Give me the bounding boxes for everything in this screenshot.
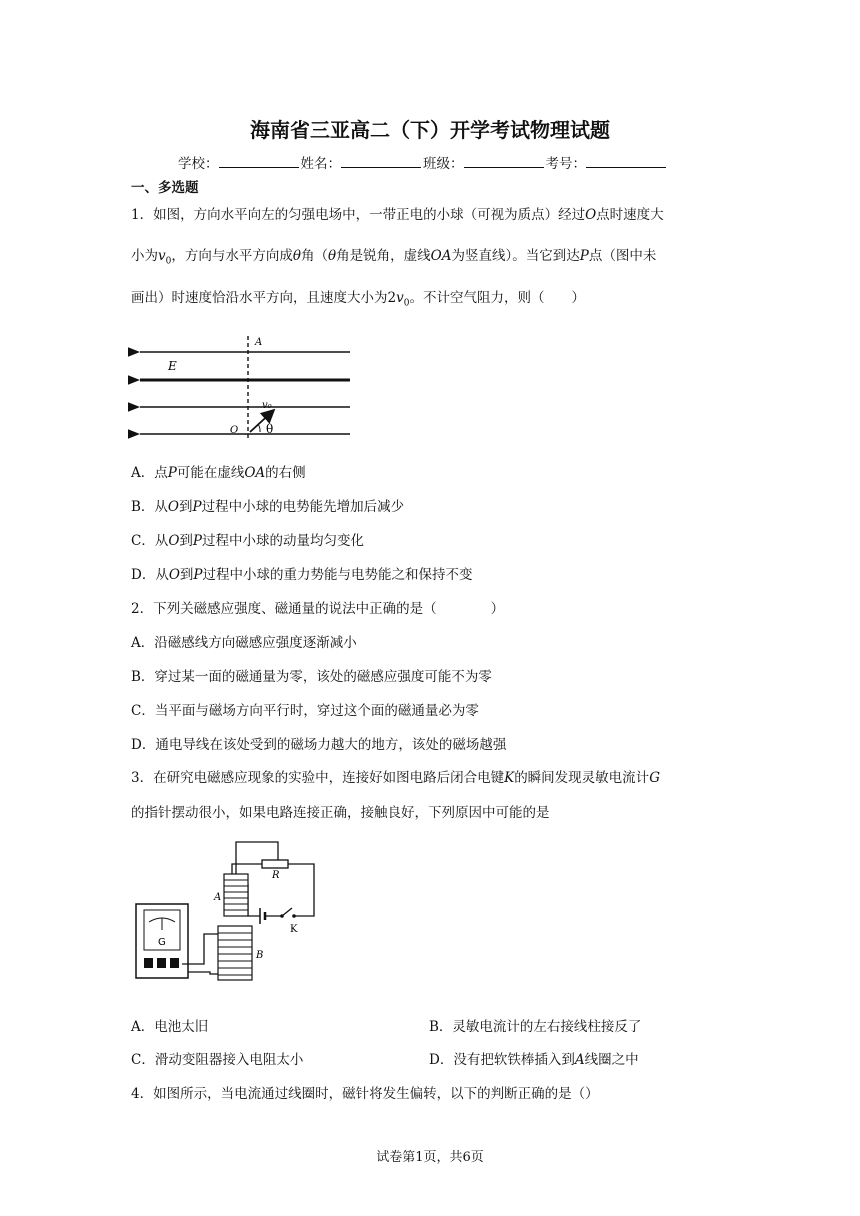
q1-text: 为竖直线）。当它到达 xyxy=(451,248,580,264)
option-p: P xyxy=(167,465,177,481)
section-heading: 一、多选题 xyxy=(131,180,199,196)
school-label: 学校： xyxy=(178,156,219,172)
q3-line2: 的指针摆动很小，如果电路连接正确，接触良好，下列原因中可能的是 xyxy=(131,805,550,821)
option-text: A．点 xyxy=(131,465,168,481)
coil-b xyxy=(218,926,252,980)
class-blank xyxy=(464,155,544,168)
rheostat xyxy=(262,860,288,868)
option-text: 过程中小球的重力势能与电势能之和保持不变 xyxy=(202,567,473,583)
q1-point-p: P xyxy=(579,248,589,264)
option-p: P xyxy=(193,567,203,583)
terminal xyxy=(170,958,179,968)
student-info-row xyxy=(178,152,668,172)
label-k: K xyxy=(290,924,298,935)
option-text: D．从 xyxy=(131,567,169,583)
q3-text: 的瞬间发现灵敏电流计 xyxy=(514,770,650,786)
option-text: 到 xyxy=(179,499,193,515)
option-o: O xyxy=(167,499,179,515)
q3-option-d[interactable] xyxy=(429,1048,639,1068)
q3-k: K xyxy=(504,770,515,786)
option-oa: OA xyxy=(244,465,266,481)
q1-text: 角（ xyxy=(301,248,329,264)
induction-circuit-figure xyxy=(132,834,322,984)
label-theta: θ xyxy=(266,422,274,436)
q3-g: G xyxy=(649,770,660,786)
option-text: 的右侧 xyxy=(265,465,306,481)
q1-theta: θ xyxy=(328,248,337,264)
option-text: B．从 xyxy=(131,499,168,515)
q1-point-o: O xyxy=(585,207,597,223)
q3-option-a[interactable]: A．电池太旧 xyxy=(131,1019,209,1035)
electric-field-figure xyxy=(128,332,358,444)
option-p: P xyxy=(192,499,202,515)
class-label: 班级： xyxy=(423,156,464,172)
switch-blade xyxy=(282,908,292,916)
q2-stem: 2．下列关磁感应强度、磁通量的说法中正确的是（ ） xyxy=(131,601,505,617)
q1-v0: v xyxy=(158,248,166,264)
q1-text: 画出）时速度恰沿水平方向，且速度大小为2 xyxy=(131,290,397,306)
q1-line1 xyxy=(131,203,664,223)
school-blank xyxy=(219,155,299,168)
circuit-wire xyxy=(188,972,218,974)
angle-arc xyxy=(258,424,260,432)
number-blank xyxy=(586,155,666,168)
label-e: E xyxy=(168,359,177,373)
q4-stem: 4．如图所示，当电流通过线圈时，磁针将发生偏转，以下的判断正确的是（） xyxy=(131,1086,599,1102)
label-a: A xyxy=(214,892,222,903)
circuit-wire xyxy=(248,884,260,916)
name-label: 姓名： xyxy=(300,156,341,172)
q2-option-d[interactable]: D．通电导线在该处受到的磁场力越大的地方，该处的磁场越强 xyxy=(131,737,507,753)
q1-option-a[interactable] xyxy=(131,461,306,481)
q1-oa: OA xyxy=(430,248,452,264)
option-p: P xyxy=(192,533,203,549)
option-o: O xyxy=(168,567,180,583)
q1-text: 点时速度大 xyxy=(596,207,664,223)
option-text: 过程中小球的动量均匀变化 xyxy=(202,533,365,549)
q1-v0-sub: 0 xyxy=(403,298,410,309)
q1-text: 1．如图，方向水平向左的匀强电场中，一带正电的小球（可视为质点）经过 xyxy=(131,207,586,223)
q1-option-d[interactable] xyxy=(131,563,473,583)
q1-line3 xyxy=(131,286,585,309)
option-text: 到 xyxy=(179,533,193,549)
option-text: 到 xyxy=(179,567,194,583)
name-blank xyxy=(341,155,421,168)
q1-text: ，方向与水平方向成 xyxy=(171,248,293,264)
label-b: B xyxy=(256,950,264,961)
q1-text: 点（图中未 xyxy=(588,248,657,264)
q2-option-a[interactable]: A．沿磁感线方向磁感应强度逐渐减小 xyxy=(131,635,357,651)
option-a-coil: A xyxy=(574,1052,585,1068)
q3-line1 xyxy=(131,766,660,786)
q2-option-b[interactable]: B．穿过某一面的磁通量为零，该处的磁感应强度可能不为零 xyxy=(131,669,492,685)
option-text: 过程中小球的电势能先增加后减少 xyxy=(201,499,405,515)
q1-option-b[interactable] xyxy=(131,495,404,515)
q1-line2 xyxy=(131,244,656,267)
option-text: C．从 xyxy=(131,533,169,549)
q3-option-b[interactable]: B．灵敏电流计的左右接线柱接反了 xyxy=(429,1019,642,1035)
label-a: A xyxy=(255,337,263,348)
q3-option-c[interactable]: C．滑动变阻器接入电阻太小 xyxy=(131,1052,304,1068)
q1-option-c[interactable] xyxy=(131,529,364,549)
q1-text: 角是锐角，虚线 xyxy=(336,248,431,264)
q1-theta: θ xyxy=(292,248,302,264)
terminal xyxy=(157,958,166,968)
label-v0: v₀ xyxy=(262,400,272,411)
switch-contact xyxy=(292,914,296,918)
option-text: D．没有把软铁棒插入到 xyxy=(429,1052,575,1068)
option-text: 可能在虚线 xyxy=(176,465,245,481)
number-label: 考号： xyxy=(545,156,586,172)
label-g: G xyxy=(158,937,166,948)
terminal xyxy=(144,958,153,968)
q3-text: 3．在研究电磁感应现象的实验中，连接好如图电路后闭合电键 xyxy=(131,770,505,786)
q1-text: 。不计空气阻力，则（ ） xyxy=(409,290,585,306)
q1-text: 小为 xyxy=(131,248,158,264)
q1-v0-sub: 0 xyxy=(165,256,172,267)
switch-contact xyxy=(280,914,284,918)
page-title: 海南省三亚高二（下）开学考试物理试题 xyxy=(250,118,610,142)
option-text: 线圈之中 xyxy=(584,1052,639,1068)
option-o: O xyxy=(168,533,180,549)
q1-v0: v xyxy=(396,290,404,306)
page-footer: 试卷第1页，共6页 xyxy=(376,1150,484,1165)
label-r: R xyxy=(272,870,280,881)
label-o: O xyxy=(230,425,239,436)
q2-option-c[interactable]: C．当平面与磁场方向平行时，穿过这个面的磁通量必为零 xyxy=(131,703,479,719)
